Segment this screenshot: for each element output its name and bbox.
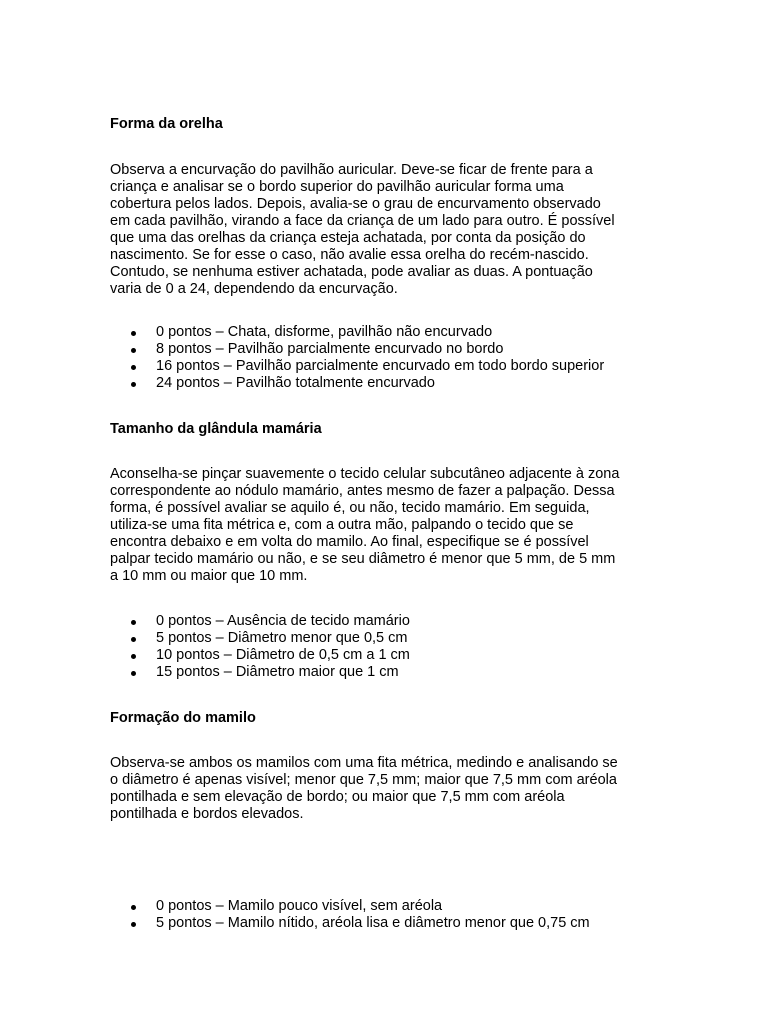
list-item: 0 pontos – Chata, disforme, pavilhão não encurvado	[110, 324, 604, 341]
bullet-icon	[131, 637, 136, 642]
paragraph-line: palpar tecido mamário ou não, e se seu diâmetro é menor que 5 mm, de 5 mm	[110, 551, 616, 567]
paragraph-line: criança e analisar se o bordo superior do pavilhão auricular forma uma	[110, 179, 564, 195]
paragraph-line: em cada pavilhão, virando a face da criança de um lado para outro. É possível	[110, 213, 615, 229]
paragraph-line: Aconselha-se pinçar suavemente o tecido celular subcutâneo adjacente à zona	[110, 466, 620, 482]
bullet-icon	[131, 654, 136, 659]
paragraph-line: pontilhada e bordos elevados.	[110, 806, 304, 822]
paragraph-line: pontilhada e sem elevação de bordo; ou maior que 7,5 mm com aréola	[110, 789, 565, 805]
paragraph-line: varia de 0 a 24, dependendo da encurvação.	[110, 281, 398, 297]
list-item: 10 pontos – Diâmetro de 0,5 cm a 1 cm	[110, 647, 410, 664]
list-item: 24 pontos – Pavilhão totalmente encurvado	[110, 375, 604, 392]
section-paragraph	[110, 162, 655, 298]
paragraph-line: Observa-se ambos os mamilos com uma fita métrica, medindo e analisando se	[110, 755, 618, 771]
paragraph-line: que uma das orelhas da criança esteja achatada, por conta da posição do	[110, 230, 586, 246]
list-item: 15 pontos – Diâmetro maior que 1 cm	[110, 664, 410, 681]
list-item: 5 pontos – Diâmetro menor que 0,5 cm	[110, 630, 410, 647]
list-item: 5 pontos – Mamilo nítido, aréola lisa e diâmetro menor que 0,75 cm	[110, 915, 590, 932]
bullet-list	[110, 324, 604, 392]
section-heading: Formação do mamilo	[110, 710, 256, 726]
bullet-icon	[131, 922, 136, 927]
paragraph-line: utiliza-se uma fita métrica e, com a outra mão, palpando o tecido que se	[110, 517, 574, 533]
paragraph-line: forma, é possível avaliar se aquilo é, ou não, tecido mamário. Em seguida,	[110, 500, 590, 516]
bullet-list	[110, 613, 410, 681]
bullet-icon	[131, 905, 136, 910]
bullet-icon	[131, 365, 136, 370]
paragraph-line: nascimento. Se for esse o caso, não avalie essa orelha do recém-nascido.	[110, 247, 589, 263]
section-paragraph	[110, 466, 655, 585]
paragraph-line: o diâmetro é apenas visível; menor que 7,5 mm; maior que 7,5 mm com aréola	[110, 772, 617, 788]
section-heading: Forma da orelha	[110, 116, 223, 132]
list-item: 0 pontos – Ausência de tecido mamário	[110, 613, 410, 630]
section-paragraph	[110, 755, 655, 823]
list-item: 16 pontos – Pavilhão parcialmente encurvado em todo bordo superior	[110, 358, 604, 375]
paragraph-line: Contudo, se nenhuma estiver achatada, pode avaliar as duas. A pontuação	[110, 264, 593, 280]
bullet-icon	[131, 671, 136, 676]
paragraph-line: encontra debaixo e em volta do mamilo. Ao final, especifique se é possível	[110, 534, 589, 550]
paragraph-line: Observa a encurvação do pavilhão auricular. Deve-se ficar de frente para a	[110, 162, 593, 178]
paragraph-line: a 10 mm ou maior que 10 mm.	[110, 568, 308, 584]
list-item: 8 pontos – Pavilhão parcialmente encurvado no bordo	[110, 341, 604, 358]
bullet-icon	[131, 382, 136, 387]
bullet-icon	[131, 331, 136, 336]
bullet-icon	[131, 620, 136, 625]
paragraph-line: correspondente ao nódulo mamário, antes mesmo de fazer a palpação. Dessa	[110, 483, 615, 499]
bullet-list	[110, 898, 590, 932]
list-item: 0 pontos – Mamilo pouco visível, sem aréola	[110, 898, 590, 915]
section-heading: Tamanho da glândula mamária	[110, 421, 322, 437]
paragraph-line: cobertura pelos lados. Depois, avalia-se o grau de encurvamento observado	[110, 196, 601, 212]
bullet-icon	[131, 348, 136, 353]
